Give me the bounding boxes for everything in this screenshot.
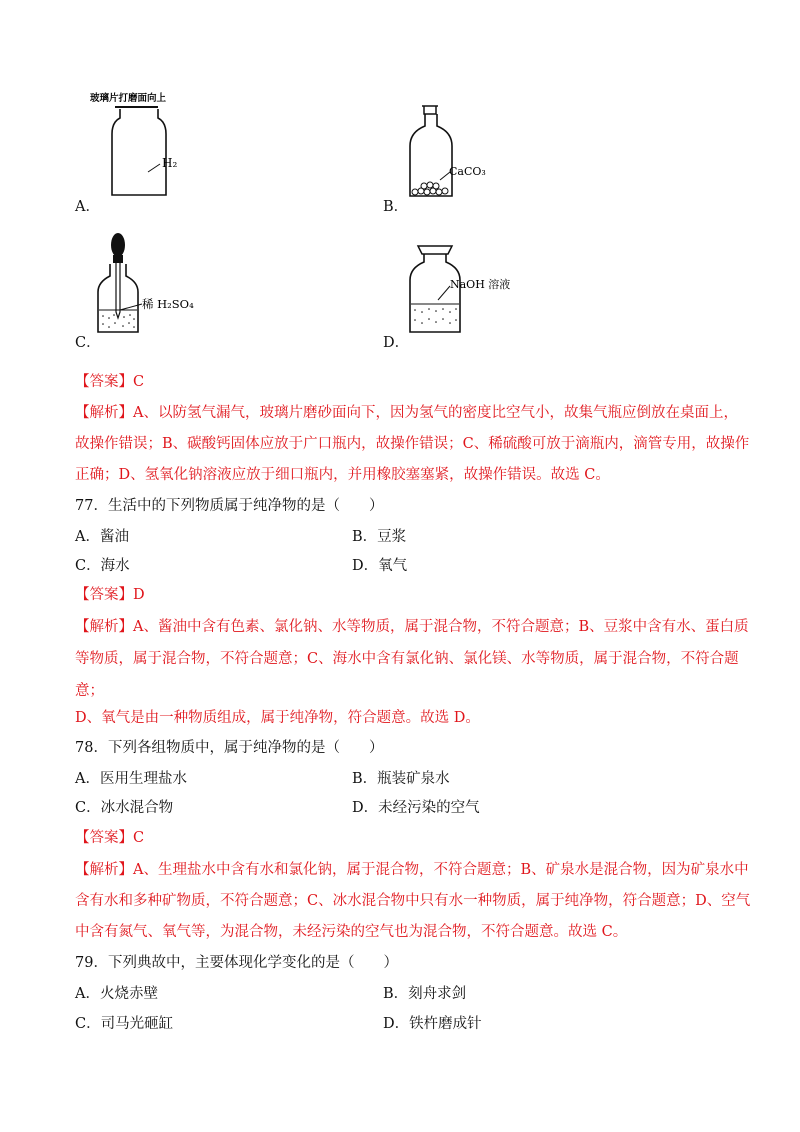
figure-d-label: NaOH 溶液 bbox=[450, 278, 511, 291]
figure-a-option: A． bbox=[75, 199, 100, 215]
q78-analysis-line: 【解析】A、生理盐水中含有水和氯化钠，属于混合物，不符合题意；B、矿泉水是混合物，因为矿泉水中 bbox=[75, 862, 749, 878]
q78-stem: 78．下列各组物质中，属于纯净物的是（ ） bbox=[75, 740, 384, 756]
q77-option-c: C．海水 bbox=[75, 558, 130, 574]
q77-analysis-line: D、氧气是由一种物质组成，属于纯净物，符合题意。故选 D。 bbox=[75, 710, 480, 726]
q76-analysis-line: 故操作错误；B、碳酸钙固体应放于广口瓶内，故操作错误；C、稀硫酸可放于滴瓶内，滴管专用，故操作 bbox=[75, 436, 750, 452]
figure-c-label: 稀 H₂SO₄ bbox=[142, 297, 194, 311]
q76-analysis-line: 【解析】A、以防氢气漏气，玻璃片磨砂面向下，因为氢气的密度比空气小，故集气瓶应倒放在桌面上， bbox=[75, 405, 738, 421]
figure-c-option: C． bbox=[75, 335, 101, 351]
q78-analysis-line: 含有水和多种矿物质，不符合题意；C、冰水混合物中只有水一种物质，属于纯净物，符合题意；D、空气 bbox=[75, 893, 751, 909]
q77-option-b: B．豆浆 bbox=[352, 529, 407, 545]
q79-stem: 79．下列典故中，主要体现化学变化的是（ ） bbox=[75, 955, 398, 971]
q77-option-d: D．氧气 bbox=[352, 558, 408, 574]
q78-option-b: B．瓶装矿泉水 bbox=[352, 771, 450, 787]
q76-analysis-line: 正确；D、氢氧化钠溶液应放于细口瓶内，并用橡胶塞塞紧，故操作错误。故选 C。 bbox=[75, 467, 610, 483]
figure-d-narrow-mouth-bottle bbox=[400, 238, 520, 336]
q79-option-d: D．铁杵磨成针 bbox=[383, 1016, 482, 1032]
q78-answer: 【答案】C bbox=[75, 830, 145, 846]
figure-b-wide-mouth-bottle bbox=[400, 100, 510, 202]
figure-c-dropper-bottle bbox=[90, 232, 200, 336]
q76-answer: 【答案】C bbox=[75, 374, 145, 390]
q77-option-a: A．酱油 bbox=[75, 529, 129, 545]
figure-b-option: B． bbox=[383, 199, 409, 215]
figure-a-gas-jar bbox=[90, 90, 200, 202]
figure-d-option: D． bbox=[383, 335, 410, 351]
q77-analysis-line: 意； bbox=[75, 683, 104, 699]
q79-option-c: C．司马光砸缸 bbox=[75, 1016, 174, 1032]
q77-stem: 77．生活中的下列物质属于纯净物的是（ ） bbox=[75, 498, 384, 514]
q78-analysis-line: 中含有氮气、氧气等，为混合物，未经污染的空气也为混合物，不符合题意。故选 C。 bbox=[75, 924, 628, 940]
q77-analysis-line: 【解析】A、酱油中含有色素、氯化钠、水等物质，属于混合物，不符合题意；B、豆浆中含有水、蛋白质 bbox=[75, 619, 749, 635]
figure-a-caption: 玻璃片打磨面向上 bbox=[90, 93, 167, 104]
q78-option-a: A．医用生理盐水 bbox=[75, 771, 187, 787]
q79-option-a: A．火烧赤壁 bbox=[75, 986, 158, 1002]
q77-analysis-line: 等物质，属于混合物，不符合题意；C、海水中含有氯化钠、氯化镁、水等物质，属于混合物，不符合题 bbox=[75, 651, 739, 667]
figure-b-label: CaCO₃ bbox=[449, 165, 486, 178]
q78-option-d: D．未经污染的空气 bbox=[352, 800, 480, 816]
q78-option-c: C．冰水混合物 bbox=[75, 800, 174, 816]
q79-option-b: B．刻舟求剑 bbox=[383, 986, 467, 1002]
q77-answer: 【答案】D bbox=[75, 587, 145, 603]
figure-a-label: H₂ bbox=[162, 156, 178, 170]
